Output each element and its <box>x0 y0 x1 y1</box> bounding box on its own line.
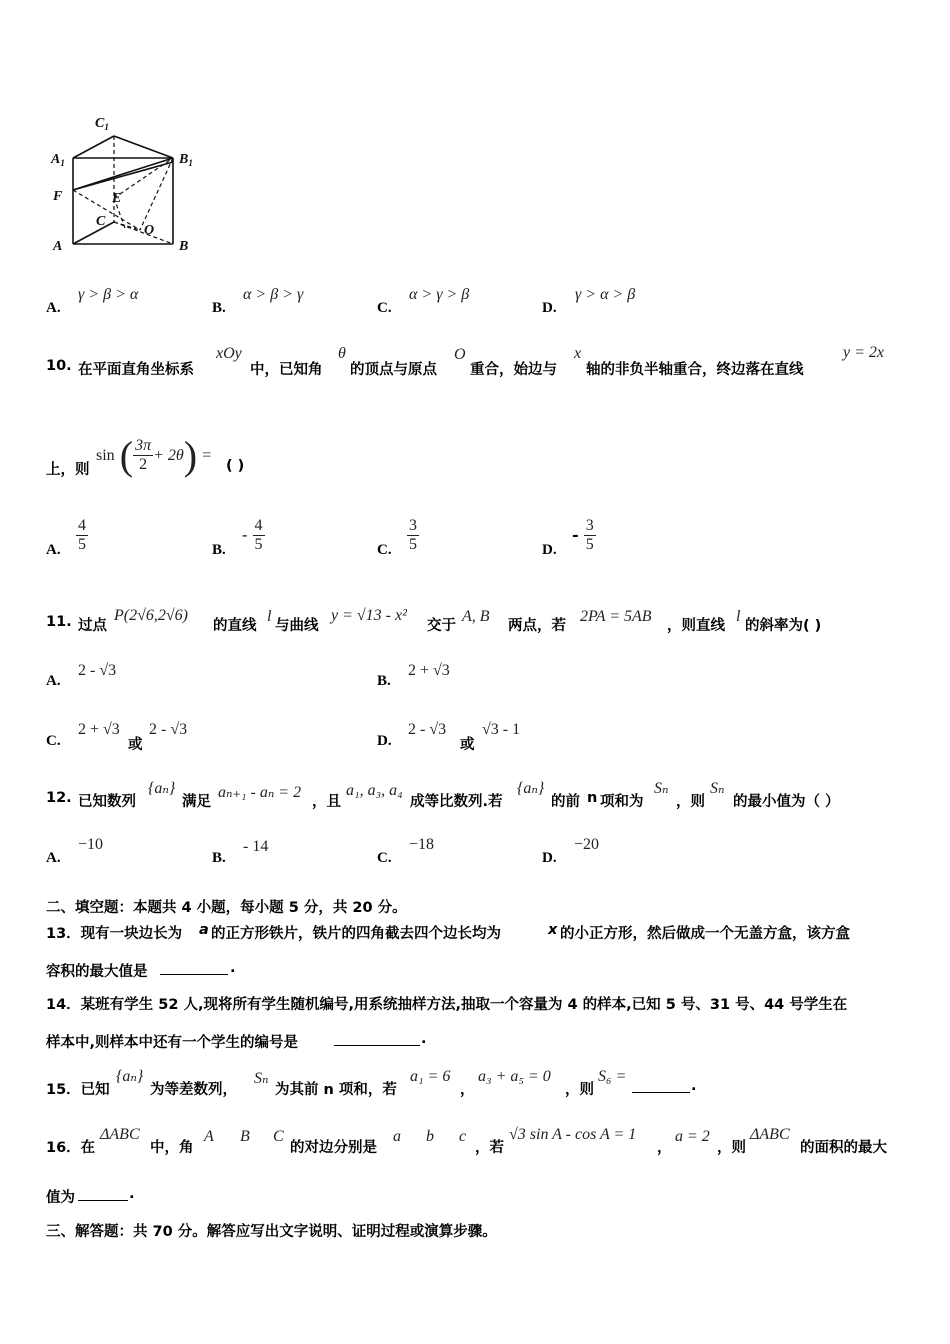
q12-text-6: 项和为 <box>600 794 644 810</box>
q16-b: b <box>426 1128 434 1145</box>
q13-answer-blank[interactable] <box>160 960 228 975</box>
q15-cond-2: a₃ + a₅ = 0 <box>478 1068 551 1085</box>
q11-l: l <box>267 608 272 625</box>
q11-text-4: 交于 <box>427 618 456 634</box>
q14-end: . <box>421 1031 427 1047</box>
q15-end: . <box>691 1078 697 1094</box>
q11-point: P(2√6,2√6) <box>114 607 188 624</box>
q12-option-a-label: A. <box>46 850 61 866</box>
q10-xoy: xOy <box>216 345 242 362</box>
q16-text-2: 的对边分别是 <box>290 1140 377 1156</box>
q13-line-1b: 的正方形铁片，铁片的四角截去四个边长均为 <box>211 926 501 942</box>
q9-option-d: γ > α > β <box>575 286 636 303</box>
q11-option-c-or: 或 <box>128 737 143 753</box>
q15-cond-1: a₁ = 6 <box>410 1068 451 1085</box>
q12-seq: {aₙ} <box>148 780 176 797</box>
q14-line-1: 14．某班有学生 52 人,现将所有学生随机编号,用系统抽样方法,抽取一个容量为 4 的样本,已知 5 号、31 号、44 号学生在 <box>46 997 848 1013</box>
q12-option-d: −20 <box>574 836 600 853</box>
q11-condition: 2PA = 5AB <box>580 608 652 625</box>
q12-text-7: ，则 <box>676 794 705 810</box>
q12-text-2: 满足 <box>182 794 211 810</box>
label-a1: $A_1$ <box>51 152 65 168</box>
q11-text-5: 两点，若 <box>508 618 566 634</box>
q15-text-3: ，则 <box>565 1082 594 1098</box>
q10-text-1: 在平面直角坐标系 <box>78 362 194 378</box>
q9-option-b-label: B. <box>212 300 226 316</box>
q16-text-4: ， <box>657 1140 672 1156</box>
q16-condition-2: a = 2 <box>675 1128 710 1145</box>
section-2-heading: 二、填空题：本题共 4 小题，每小题 5 分，共 20 分。 <box>46 900 407 916</box>
q9-option-a-label: A. <box>46 300 61 316</box>
q10-paren: ( ) <box>226 458 245 474</box>
edge-a1-c1 <box>73 136 114 158</box>
q16-C: C <box>273 1128 284 1145</box>
q13-x: x <box>548 922 558 938</box>
q10-x: x <box>574 345 582 362</box>
q10-text-3: 的顶点与原点 <box>350 362 437 378</box>
q15-answer-blank[interactable] <box>632 1078 690 1093</box>
q11-option-d-1: 2 - √3 <box>408 721 447 738</box>
edge-c-o <box>114 222 140 230</box>
q15-sn: Sₙ <box>254 1070 269 1087</box>
q16-end: . <box>129 1186 135 1202</box>
q12-text-4: 成等比数列.若 <box>410 794 503 810</box>
q11-option-b: 2 + √3 <box>408 662 450 679</box>
q13-line-1c: 的小正方形，然后做成一个无盖方盒，该方盒 <box>560 926 850 942</box>
q12-text-8: 的最小值为（ ） <box>733 794 840 810</box>
q10-theta: θ <box>338 345 346 362</box>
q16-text-3: ，若 <box>475 1140 504 1156</box>
q15-seq: {aₙ} <box>116 1068 144 1085</box>
q15-comma: ， <box>460 1082 475 1098</box>
q11-l2: l <box>736 608 741 625</box>
q11-text-2: 的直线 <box>213 618 257 634</box>
q11-option-c-1: 2 + √3 <box>78 721 120 738</box>
q16-text-6: 的面积的最大 <box>800 1140 887 1156</box>
q12-option-c: −18 <box>409 836 435 853</box>
q14-answer-blank[interactable] <box>334 1031 420 1046</box>
label-a: A <box>53 239 63 254</box>
q10-text-2: 中，已知角 <box>250 362 323 378</box>
q11-option-c-2: 2 - √3 <box>149 721 188 738</box>
q10-line: y = 2x <box>843 344 884 361</box>
q10-option-d-label: D. <box>542 542 557 558</box>
q11-option-d-label: D. <box>377 733 392 749</box>
q10-option-b: - $\frac{4}{5}$ <box>242 517 263 553</box>
q16-num: 16．在 <box>46 1140 96 1156</box>
q11-option-d-or: 或 <box>460 737 475 753</box>
q16-triangle-2: ΔABC <box>750 1126 790 1143</box>
edge-f-b1b <box>73 162 173 190</box>
q12-option-b: - 14 <box>243 838 269 855</box>
q16-A: A <box>204 1128 214 1145</box>
q9-option-a: γ > β > α <box>78 286 139 303</box>
q15-num: 15．已知 <box>46 1082 110 1098</box>
q12-text-3: ，且 <box>312 794 341 810</box>
section-3-heading: 三、解答题：共 70 分。解答应写出文字说明、证明过程或演算步骤。 <box>46 1224 497 1240</box>
label-f: F <box>53 189 63 204</box>
q11-num: 11. <box>46 614 72 630</box>
q10-text-5: 轴的非负半轴重合，终边落在直线 <box>586 362 804 378</box>
q12-relation: aₙ₊₁ - aₙ = 2 <box>218 784 302 801</box>
q13-end: . <box>230 960 236 976</box>
label-c: C <box>96 214 106 229</box>
label-c1: $C_1$ <box>95 116 109 132</box>
q16-text-5: ，则 <box>717 1140 746 1156</box>
q10-text-4: 重合，始边与 <box>470 362 557 378</box>
q11-text-6: ，则直线 <box>667 618 725 634</box>
edge-a-c <box>73 222 114 244</box>
q16-c: c <box>459 1128 467 1145</box>
q13-a: a <box>199 922 209 938</box>
q16-B: B <box>240 1128 250 1145</box>
q13-line-1a: 13．现有一块边长为 <box>46 926 183 942</box>
q16-line-2: 值为 <box>46 1190 75 1206</box>
q12-seq2: {aₙ} <box>517 780 545 797</box>
q12-option-a: −10 <box>78 836 104 853</box>
q10-option-c-label: C. <box>377 542 392 558</box>
prism-figure <box>45 110 215 260</box>
q13-line-2: 容积的最大值是 <box>46 964 148 980</box>
q10-option-b-label: B. <box>212 542 226 558</box>
q12-n: n <box>587 790 598 806</box>
q9-option-c: α > γ > β <box>409 286 470 303</box>
q15-text-2: 为其前 n 项和，若 <box>275 1082 397 1098</box>
q11-curve: y = √13 - x² <box>331 607 407 624</box>
q16-a: a <box>393 1128 401 1145</box>
q9-option-c-label: C. <box>377 300 392 316</box>
q12-text-5: 的前 <box>551 794 580 810</box>
q10-text-6: 上，则 <box>46 462 90 478</box>
q12-sn: Sₙ <box>654 780 669 797</box>
q11-text-3: 与曲线 <box>275 618 319 634</box>
q10-option-a: $\frac{4}{5}$ <box>78 517 86 553</box>
q11-option-b-label: B. <box>377 673 391 689</box>
q12-option-c-label: C. <box>377 850 392 866</box>
q16-answer-blank[interactable] <box>78 1186 128 1201</box>
label-b: B <box>179 239 189 254</box>
q11-option-c-label: C. <box>46 733 61 749</box>
label-b1: $B_1$ <box>179 152 193 168</box>
q9-option-d-label: D. <box>542 300 557 316</box>
q10-num: 10. <box>46 358 72 374</box>
q12-option-b-label: B. <box>212 850 226 866</box>
label-o: O <box>144 223 155 238</box>
q11-option-a-label: A. <box>46 673 61 689</box>
q12-num: 12. <box>46 790 72 806</box>
q10-expression: sin ( $\frac{3\pi}{2}$ + 2θ) = <box>96 433 212 478</box>
q16-triangle: ΔABC <box>100 1126 140 1143</box>
q10-option-d: - $\frac{3}{5}$ <box>572 517 594 553</box>
q10-option-c: $\frac{3}{5}$ <box>409 517 417 553</box>
q12-sn2: Sₙ <box>710 780 725 797</box>
q11-ab: A, B <box>462 608 490 625</box>
edge-f-o <box>73 190 140 230</box>
q12-text-1: 已知数列 <box>78 794 136 810</box>
q10-origin: O <box>454 346 466 363</box>
q16-text-1: 中，角 <box>150 1140 194 1156</box>
q16-condition: √3 sin A - cos A = 1 <box>509 1126 637 1143</box>
q11-option-d-2: √3 - 1 <box>482 721 521 738</box>
q10-option-a-label: A. <box>46 542 61 558</box>
q9-option-b: α > β > γ <box>243 286 304 303</box>
label-e: E <box>112 191 122 206</box>
q12-option-d-label: D. <box>542 850 557 866</box>
q15-s6: S₆ = <box>598 1068 627 1085</box>
q14-line-2: 样本中,则样本中还有一个学生的编号是 <box>46 1035 299 1051</box>
q11-text-7: 的斜率为( ) <box>745 618 822 634</box>
q12-terms: a₁, a₃, a₄ <box>346 782 403 799</box>
q11-option-a: 2 - √3 <box>78 662 117 679</box>
q11-text-1: 过点 <box>78 618 107 634</box>
q15-text-1: 为等差数列， <box>150 1082 237 1098</box>
edge-c1-b1 <box>114 136 173 158</box>
